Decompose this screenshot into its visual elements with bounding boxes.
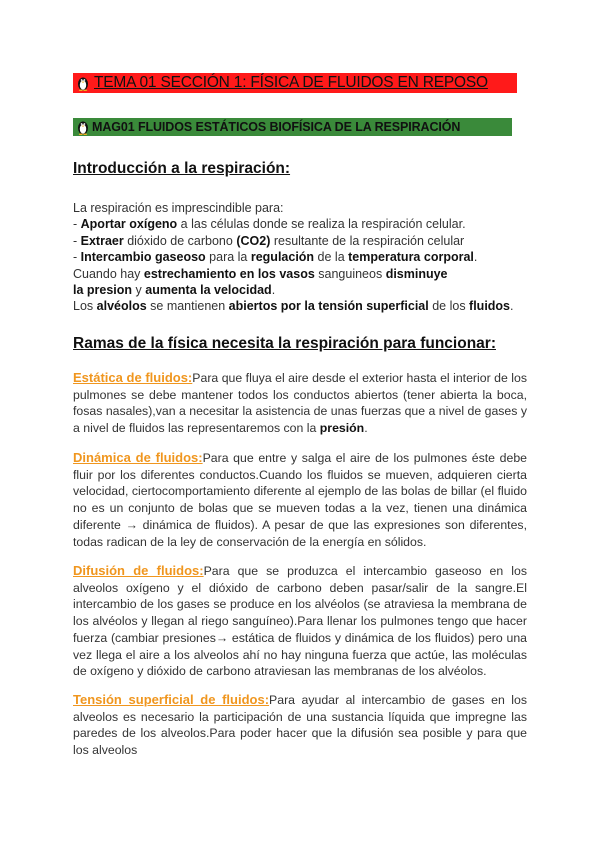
title-banner — [73, 73, 517, 93]
penguin-icon — [76, 119, 90, 135]
intro-line: la presion y aumenta la velocidad. — [73, 283, 276, 298]
intro-block — [73, 200, 543, 315]
ramas-heading: Ramas de la física necesita la respiración para funcionar: — [73, 335, 496, 352]
section-text: Para que fluya el aire desde el exterior hasta el interior de los pulmones se debe mantener todos los conductos abiertos (tener abierta la boca, fosas nasales),van a necesitar la asistencia de unas fuerzas que a nivel de gases y a nivel de fluidos las representaremos con la — [73, 371, 527, 436]
section-estatica: Estática de fluidos:Para que fluya el aire desde el exterior hasta el interior de los pulmones se debe mantener todos los conductos abiertos (tener abierta la boca, fosas nasales),van a necesitar la asistencia de unas fuerzas que a nivel de gases y a nivel de fluidos las representaremos con la presión. — [73, 370, 527, 436]
intro-line: Los alvéolos se mantienen abiertos por la tensión superficial de los fluidos. — [73, 299, 514, 314]
intro-line: Cuando hay estrechamiento en los vasos sanguineos disminuye — [73, 266, 448, 281]
penguin-icon — [76, 75, 90, 91]
intro-line: - Intercambio gaseoso para la regulación de la temperatura corporal. — [73, 250, 478, 265]
section-text: Para que entre y salga el aire de los pulmones éste debe fluir por los diferentes conductos.Cuando los fluidos se mueven, adquieren cierta velocidad, ciertocomportamiento diferente al ejemplo de las bolas de billar (el fluido no es un conjunto de bolas que se mueven todas a la vez, tienen una dinámica diferente → dinámica de fluidos). A pesar de que las expresiones son diferentes, todas radican de la ley de conservación de la energía en sólidos. — [73, 451, 527, 549]
page-subtitle: MAG01 FLUIDOS ESTÁTICOS BIOFÍSICA DE LA RESPIRACIÓN — [92, 120, 461, 134]
intro-line: La respiración es imprescindible para: — [73, 201, 284, 215]
section-label: Dinámica de fluidos: — [73, 450, 203, 465]
section-label: Estática de fluidos: — [73, 370, 193, 385]
section-text: Para ayudar al intercambio de gases en los alveolos es necesario la participación de una sustancia líquida que impregne las paredes de los alveolos.Para poder hacer que la difusión sea posible y para que los alveolos — [73, 693, 527, 758]
section-label: Tensión superficial de fluidos: — [73, 692, 270, 707]
intro-heading: Introducción a la respiración: — [73, 160, 291, 177]
section-text: Para que se produzca el intercambio gaseoso en los alveolos oxígeno y el dióxido de carbono deben pasar/salir de la sangre.El intercambio de los gases se produce en los alvéolos (se atraviesa la membrana de los alvéolos y llegan al riego sanguíneo).Para llenar los pulmones tengo que hacer fuerza (cambiar presiones→ estática de fluidos y dinámica de los fluidos) pero una vez llega el aire a los alveolos ahí no hay ninguna fuerza que actúe, las moléculas de oxígeno y dióxido de carbono atraviesan las membranas de los alvéolos. — [73, 564, 527, 679]
section-label: Difusión de fluidos: — [73, 563, 204, 578]
section-difusion — [73, 563, 527, 680]
section-tension — [73, 692, 527, 759]
section-dinamica — [73, 450, 527, 550]
page-title: TEMA 01 SECCIÓN 1: FÍSICA DE FLUIDOS EN REPOSO — [94, 74, 488, 91]
subtitle-banner — [73, 118, 512, 136]
intro-line: - Aportar oxígeno a las células donde se realiza la respiración celular. — [73, 217, 466, 232]
intro-line: - Extraer dióxido de carbono (CO2) resultante de la respiración celular — [73, 233, 465, 248]
